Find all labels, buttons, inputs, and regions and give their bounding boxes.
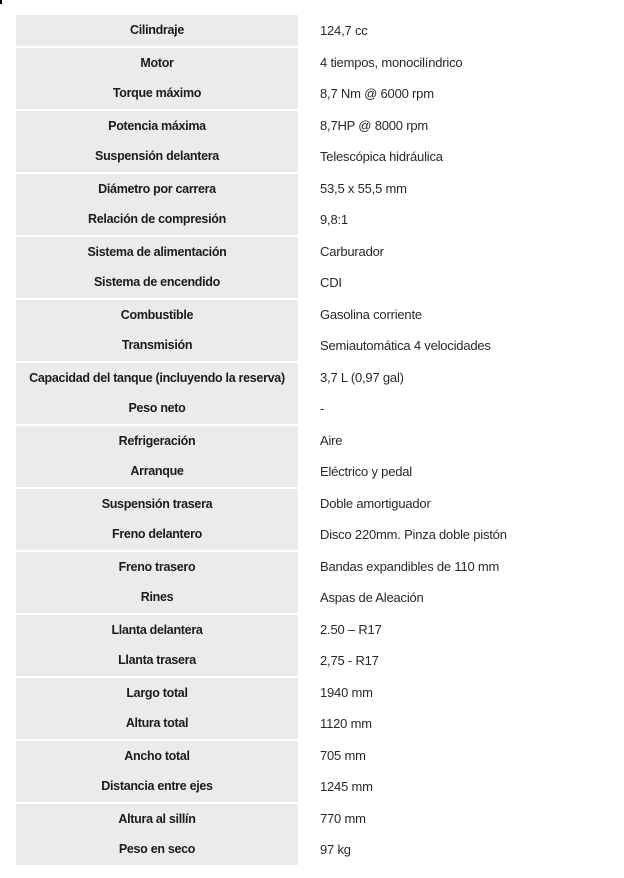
spec-label-cell xyxy=(16,111,298,172)
spec-label: Cilindraje xyxy=(130,23,184,38)
spec-value-cell xyxy=(298,48,608,109)
spec-label: Motor xyxy=(140,55,174,70)
spec-value: - xyxy=(320,400,325,416)
spec-group xyxy=(16,426,608,487)
spec-group xyxy=(16,615,608,676)
spec-label: Relación de compresión xyxy=(88,212,226,227)
spec-value: Aire xyxy=(320,433,343,449)
spec-value-cell xyxy=(298,426,608,487)
spec-value: 53,5 x 55,5 mm xyxy=(320,181,407,197)
spec-label: Ancho total xyxy=(124,748,190,763)
spec-label: Freno trasero xyxy=(118,559,196,574)
spec-label-cell xyxy=(16,15,298,46)
spec-value: 124,7 cc xyxy=(320,22,368,38)
spec-value: Disco 220mm. Pinza doble pistón xyxy=(320,526,507,542)
spec-value: 1940 mm xyxy=(320,685,373,701)
spec-label-cell xyxy=(16,237,298,298)
spec-value-cell xyxy=(298,804,608,865)
spec-value-cell xyxy=(298,300,608,361)
spec-value-cell xyxy=(298,552,608,613)
spec-value: Semiautomática 4 velocidades xyxy=(320,337,491,353)
spec-value: 4 tiempos, monocilíndrico xyxy=(320,55,463,71)
spec-label: Sistema de encendido xyxy=(94,275,220,290)
spec-value: Bandas expandibles de 110 mm xyxy=(320,559,500,575)
spec-label: Peso neto xyxy=(128,401,186,416)
spec-group xyxy=(16,678,608,739)
spec-label: Suspensión delantera xyxy=(95,149,219,164)
spec-label: Torque máximo xyxy=(112,86,202,101)
spec-label: Arranque xyxy=(130,464,184,479)
spec-value: 705 mm xyxy=(320,748,366,764)
spec-label: Transmisión xyxy=(121,338,193,353)
spec-group xyxy=(16,300,608,361)
spec-value: 2,75 - R17 xyxy=(320,652,379,668)
spec-value: Carburador xyxy=(320,244,384,260)
spec-group xyxy=(16,552,608,613)
spec-label-cell xyxy=(16,741,298,802)
spec-value: 97 kg xyxy=(320,841,351,857)
spec-label: Refrigeración xyxy=(118,433,196,448)
spec-value-cell xyxy=(298,111,608,172)
spec-group xyxy=(16,804,608,865)
spec-value-cell xyxy=(298,363,608,424)
spec-value: Telescópica hidráulica xyxy=(320,148,443,164)
spec-group xyxy=(16,363,608,424)
spec-group xyxy=(16,237,608,298)
spec-value-cell xyxy=(298,489,608,550)
spec-label-cell xyxy=(16,552,298,613)
spec-group xyxy=(16,15,608,46)
spec-label-cell xyxy=(16,489,298,550)
spec-label: Peso en seco xyxy=(118,842,196,857)
spec-label: Capacidad del tanque (incluyendo la reserva) xyxy=(29,370,285,385)
spec-label: Sistema de alimentación xyxy=(87,244,227,259)
spec-label: Distancia entre ejes xyxy=(101,779,213,794)
spec-table xyxy=(16,15,608,867)
spec-value: 9,8:1 xyxy=(320,211,348,227)
spec-group xyxy=(16,489,608,550)
spec-value-cell xyxy=(298,678,608,739)
spec-value-cell xyxy=(298,237,608,298)
spec-label-cell xyxy=(16,804,298,865)
spec-value-cell xyxy=(298,615,608,676)
spec-label: Rines xyxy=(140,590,174,605)
spec-label: Llanta delantera xyxy=(111,622,203,637)
spec-group xyxy=(16,741,608,802)
spec-value: CDI xyxy=(320,274,342,290)
screenshot-corner-artifact xyxy=(0,0,2,4)
spec-label: Altura al sillín xyxy=(118,811,196,826)
spec-group xyxy=(16,111,608,172)
spec-value: 770 mm xyxy=(320,811,366,827)
spec-value: 8,7 Nm @ 6000 rpm xyxy=(320,85,434,101)
spec-value: 2.50 – R17 xyxy=(320,622,382,638)
spec-label: Potencia máxima xyxy=(108,118,206,133)
spec-value-cell xyxy=(298,15,608,46)
spec-label-cell xyxy=(16,615,298,676)
spec-value: Aspas de Aleación xyxy=(320,589,424,605)
spec-value-cell xyxy=(298,741,608,802)
spec-group xyxy=(16,174,608,235)
spec-value: 8,7HP @ 8000 rpm xyxy=(320,118,429,134)
spec-label: Llanta trasera xyxy=(118,653,196,668)
spec-value: 1120 mm xyxy=(320,715,372,731)
spec-label-cell xyxy=(16,48,298,109)
spec-value: 1245 mm xyxy=(320,778,373,794)
spec-label-cell xyxy=(16,300,298,361)
spec-value: Doble amortiguador xyxy=(320,496,431,512)
spec-label-cell xyxy=(16,678,298,739)
spec-label: Altura total xyxy=(125,716,189,731)
spec-label: Freno delantero xyxy=(112,527,202,542)
spec-value: 3,7 L (0,97 gal) xyxy=(320,370,404,386)
spec-label: Combustible xyxy=(120,307,194,322)
spec-label-cell xyxy=(16,174,298,235)
spec-value-cell xyxy=(298,174,608,235)
spec-group xyxy=(16,48,608,109)
spec-label: Diámetro por carrera xyxy=(98,181,216,196)
spec-label-cell xyxy=(16,426,298,487)
spec-label: Suspensión trasera xyxy=(101,496,213,511)
spec-value: Gasolina corriente xyxy=(320,307,422,323)
spec-label-cell xyxy=(16,363,298,424)
spec-label: Largo total xyxy=(126,685,188,700)
spec-value: Eléctrico y pedal xyxy=(320,463,412,479)
